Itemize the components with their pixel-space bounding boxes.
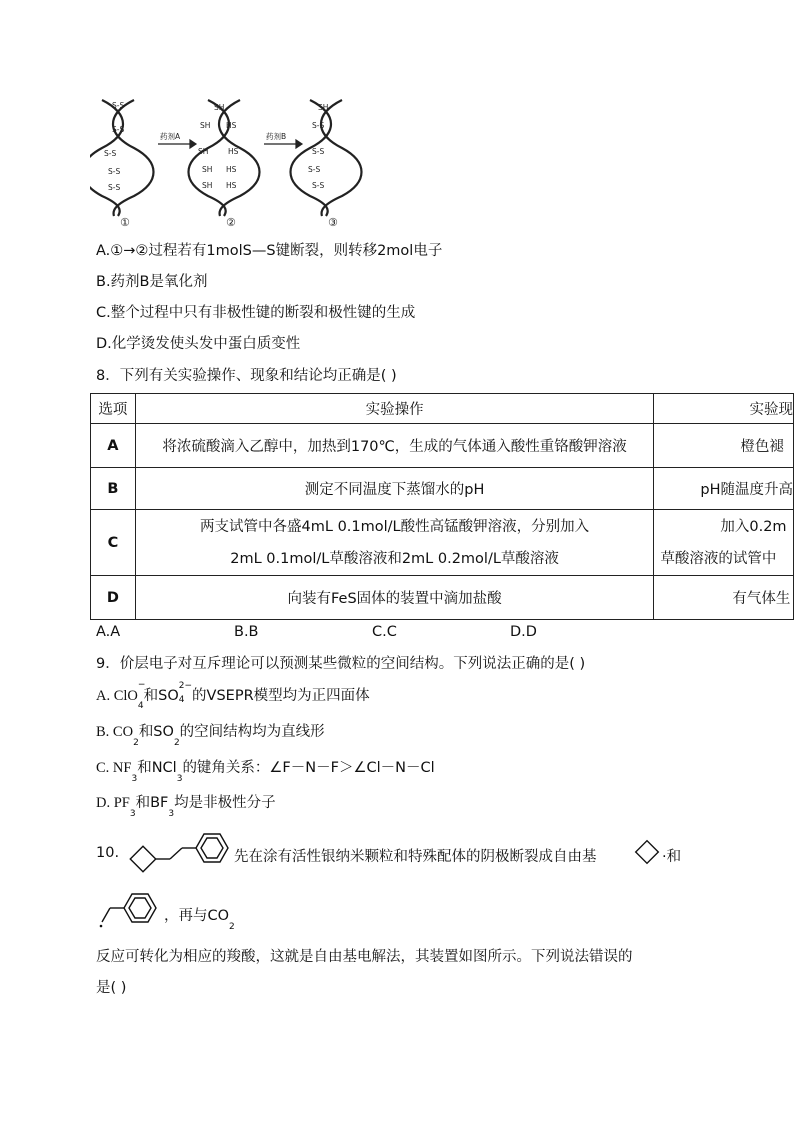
ss-bond: S-S xyxy=(312,181,325,190)
helix-3 xyxy=(291,100,362,216)
table-header-row xyxy=(91,394,794,424)
row-phenomenon: 有气体生 xyxy=(654,576,794,620)
sh-bond: SH xyxy=(202,181,213,190)
q8-choice-c: C.C xyxy=(372,624,397,640)
q10-number: 10. xyxy=(96,845,120,861)
q8-stem: 8．下列有关实验操作、现象和结论均正确是( ) xyxy=(96,368,397,384)
header-operation: 实验操作 xyxy=(135,394,654,424)
row-operation: 测定不同温度下蒸馏水的pH xyxy=(135,468,654,510)
sh-bond: SH xyxy=(214,103,225,112)
q10-text-line3: 反应可转化为相应的羧酸，这就是自由基电解法，其装置如图所示。下列说法错误的 xyxy=(96,949,633,965)
q9-option-c: C. $NF_3$和NCl$_3$的键角关系：∠F－N－F＞∠Cl－N－Cl xyxy=(96,760,435,784)
sh-bond: SH xyxy=(318,103,329,112)
sh-bond: SH xyxy=(198,147,209,156)
helix-1 xyxy=(90,100,154,216)
q7-option-a: A.①→②过程若有1molS—S键断裂，则转移2mol电子 xyxy=(96,243,443,259)
figure-label-2: ② xyxy=(226,216,236,229)
q7-option-c: C.整个过程中只有非极性键的断裂和极性键的生成 xyxy=(96,305,416,321)
table-row xyxy=(91,468,794,510)
row-option: D xyxy=(91,576,136,620)
q8-experiment-table xyxy=(90,393,794,620)
ss-bond: S-S xyxy=(312,147,325,156)
sh-bond: SH xyxy=(202,165,213,174)
hair-protein-figure xyxy=(90,92,380,230)
q8-choice-b: B.B xyxy=(234,624,259,640)
hs-bond: HS xyxy=(228,147,239,156)
q9-option-b: B. $CO_2$和$SO_2$的空间结构均为直线形 xyxy=(96,724,325,748)
hs-bond: HS xyxy=(226,165,237,174)
q10-text-line1-end: ·和 xyxy=(662,849,682,865)
row-phenomenon: 橙色褪 xyxy=(654,424,794,468)
benzyl-radical-structure xyxy=(96,888,166,930)
row-operation xyxy=(135,510,654,576)
ss-bond: S-S xyxy=(112,101,125,110)
table-row xyxy=(91,510,794,576)
q9-option-d: D. $PF_3$和$BF_3$均是非极性分子 xyxy=(96,795,276,819)
phenomenon-line-2: 草酸溶液的试管中 xyxy=(660,550,777,567)
arrow1-label: 药剂A xyxy=(160,132,181,141)
q10-text-line4: 是( ) xyxy=(96,980,127,996)
q9-option-a: A. ClO − $_4$和$SO^{2-}$ 4 的VSEPR模型均为正四面体 xyxy=(96,680,370,711)
cyclobutylethylbenzene-structure xyxy=(128,828,234,876)
header-option: 选项 xyxy=(91,394,136,424)
q10-text-line2: ，再与$CO_2$ xyxy=(164,908,235,932)
helix-2 xyxy=(189,100,260,216)
row-phenomenon xyxy=(654,510,794,576)
ss-bond: S-S xyxy=(108,183,121,192)
arrow-1 xyxy=(158,140,196,148)
q10-text-line1: 先在涂有活性银纳米颗粒和特殊配体的阴极断裂成自由基 xyxy=(234,849,597,865)
row-option: A xyxy=(91,424,136,468)
q8-choice-d: D.D xyxy=(510,624,537,640)
hs-bond: HS xyxy=(226,121,237,130)
row-phenomenon: pH随温度升高 xyxy=(654,468,794,510)
figure-label-1: ① xyxy=(120,216,130,229)
figure-label-3: ③ xyxy=(328,216,338,229)
operation-line-2: 2mL 0.1mol/L草酸溶液和2mL 0.2mol/L草酸溶液 xyxy=(230,550,559,567)
operation-line-1: 两支试管中各盛4mL 0.1mol/L酸性高锰酸钾溶液，分别加入 xyxy=(200,518,590,535)
hs-bond: HS xyxy=(226,181,237,190)
q7-option-b: B.药剂B是氧化剂 xyxy=(96,274,208,290)
q7-option-d: D.化学烫发使头发中蛋白质变性 xyxy=(96,336,301,352)
arrow2-label: 药剂B xyxy=(266,132,287,141)
cyclobutyl-radical-structure xyxy=(632,838,666,868)
sh-bond: SH xyxy=(200,121,211,130)
arrow-2 xyxy=(264,140,302,148)
row-option: C xyxy=(91,510,136,576)
ss-bond: S-S xyxy=(112,125,125,134)
q9-stem: 9．价层电子对互斥理论可以预测某些微粒的空间结构。下列说法正确的是( ) xyxy=(96,656,586,672)
row-operation: 将浓硫酸滴入乙醇中，加热到170℃，生成的气体通入酸性重铬酸钾溶液 xyxy=(135,424,654,468)
ss-bond: S-S xyxy=(108,167,121,176)
row-operation: 向装有FeS固体的装置中滴加盐酸 xyxy=(135,576,654,620)
table-row xyxy=(91,576,794,620)
row-option: B xyxy=(91,468,136,510)
table-row xyxy=(91,424,794,468)
q8-choice-a: A.A xyxy=(96,624,121,640)
header-phenomenon: 实验现 xyxy=(654,394,794,424)
ss-bond: S-S xyxy=(312,121,325,130)
ss-bond: S-S xyxy=(308,165,321,174)
ss-bond: S-S xyxy=(104,149,117,158)
phenomenon-line-1: 加入0.2m xyxy=(720,518,787,535)
